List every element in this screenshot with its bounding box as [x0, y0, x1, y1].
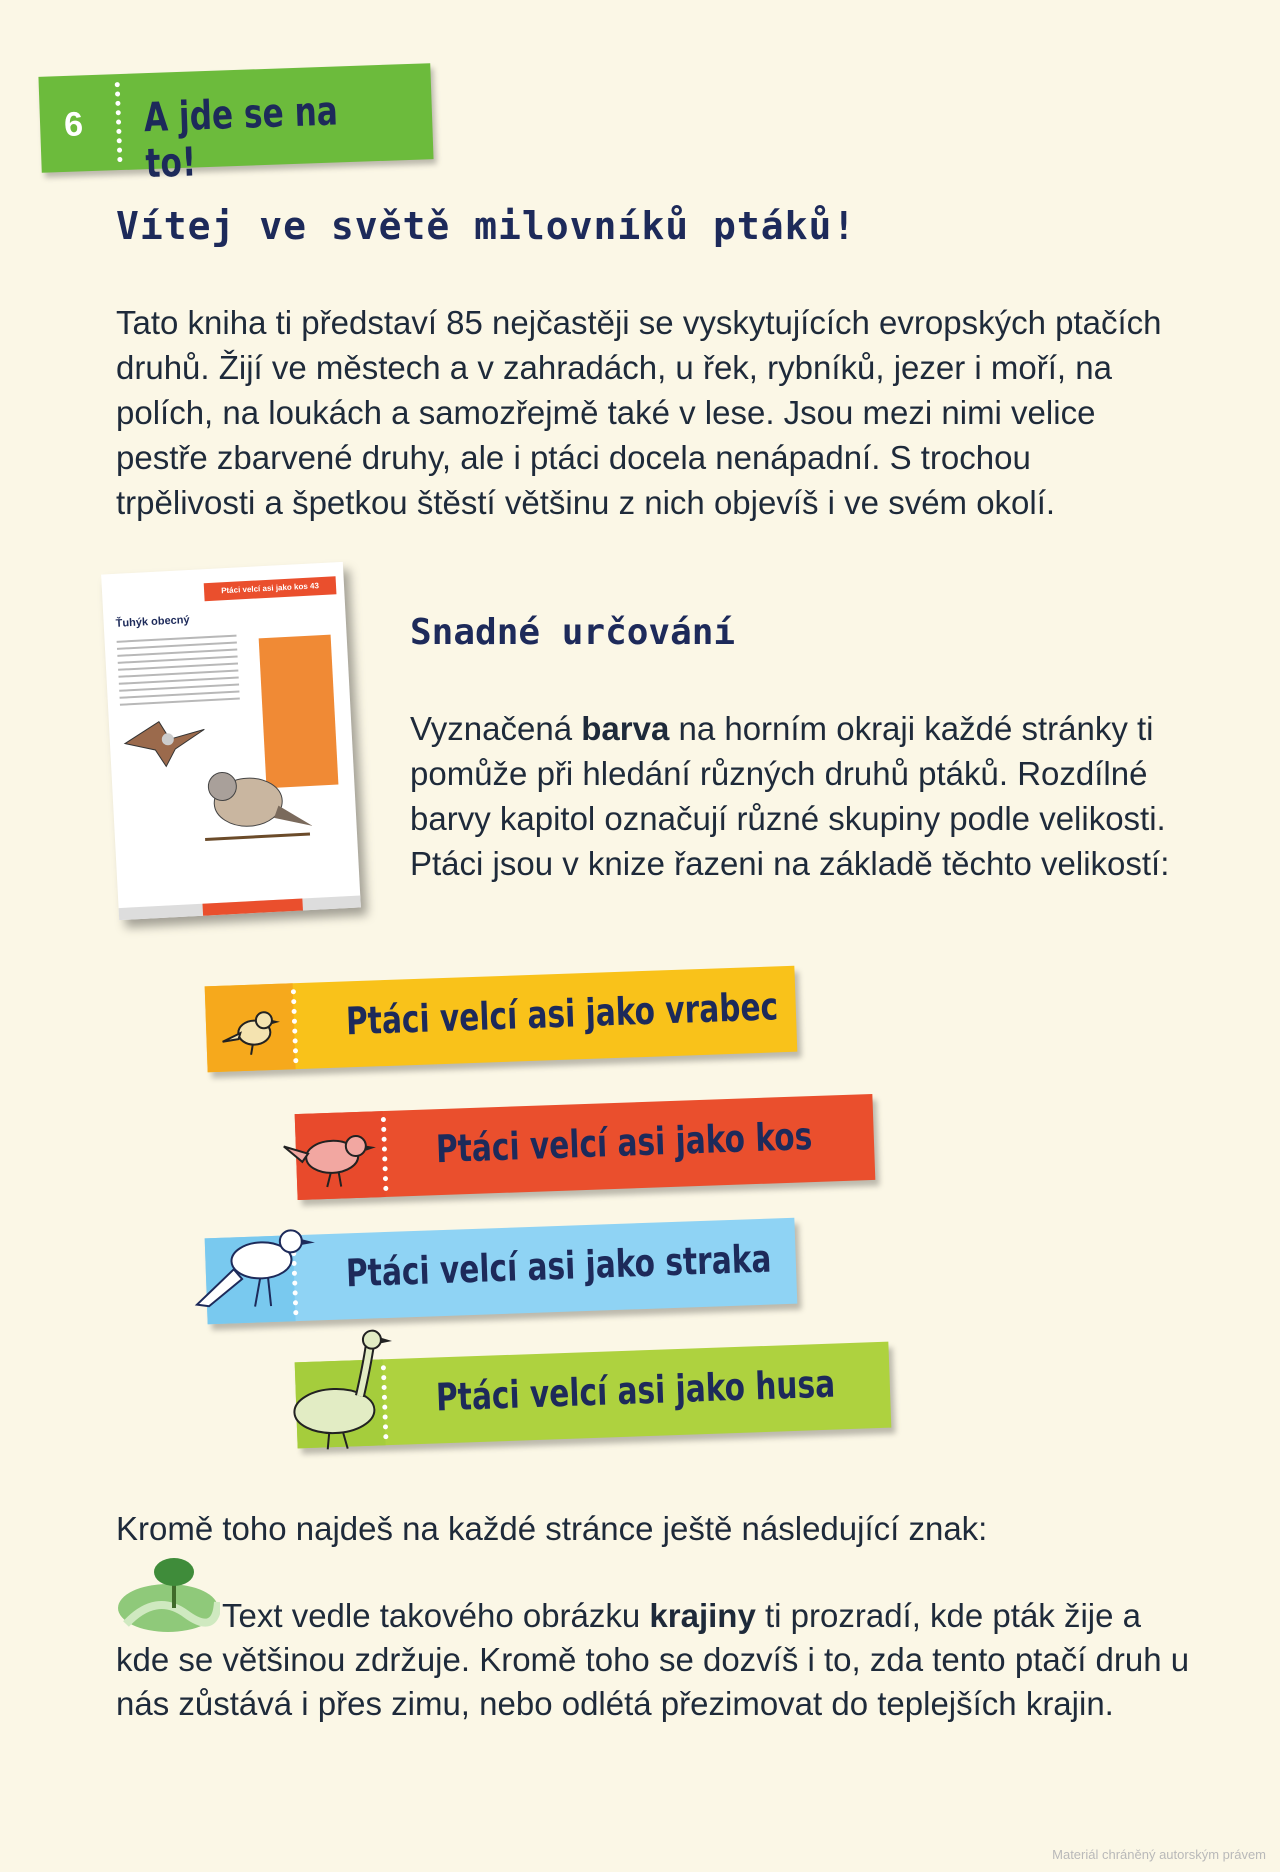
- intro-paragraph: Tato kniha ti představí 85 nejčastěji se vyskytujících evropských ptačích druhů. Žijí ve městech a v zahradách, u řek, rybníků, jezer i moří, na polích, na loukách a samozřejmě také v lese. Jsou mezi nimi velice pestře zbarvené druhy, ale i ptáci docela nenápadní. S trochou trpělivosti a špetkou štěstí většinu z nich objevíš i ve svém okolí.: [116, 304, 1162, 521]
- size-band-label: Ptáci velcí asi jako husa: [435, 1361, 836, 1420]
- size-band-blackbird: [295, 1094, 876, 1200]
- color-paragraph: [410, 706, 1190, 886]
- sample-page-thumbnail: [101, 562, 361, 920]
- blackbird-icon: [279, 1115, 382, 1196]
- chapter-header-tab: [38, 63, 433, 188]
- size-band-label: Ptáci velcí asi jako straka: [345, 1236, 773, 1296]
- sample-page-footer-highlight: [202, 898, 302, 915]
- sample-page-header-label: Ptáci velcí asi jako kos: [220, 581, 309, 596]
- color-paragraph-after: na horním okraji každé stránky ti pomůže při hledání různých druhů ptáků. Rozdílné barvy kapitol označují různé skupiny podle velikosti. Ptáci jsou v knize řazeni na základě těchto velikostí:: [410, 710, 1170, 882]
- shrike-perched-illustration: [191, 754, 316, 850]
- size-band-label: Ptáci velcí asi jako kos: [435, 1114, 813, 1172]
- closing-bold: krajiny: [649, 1597, 756, 1634]
- perforation-line: [115, 82, 123, 162]
- sample-page-header-bar: [204, 576, 337, 601]
- size-band-label: Ptáci velcí asi jako vrabec: [345, 984, 779, 1044]
- main-heading: Vítej ve světě milovníků ptáků!: [116, 204, 857, 248]
- closing-after: ti prozradí, kde pták žije a kde se většinou zdržuje. Kromě toho se dozvíš i to, zda tento ptačí druh u nás zůstává i přes zimu, nebo odlétá přezimovat do teplejších krajin.: [116, 1597, 1190, 1722]
- sample-page-text-lines: [116, 630, 240, 711]
- copyright-watermark: Materiál chráněný autorským právem: [1052, 1847, 1266, 1862]
- size-band-magpie: [205, 1218, 798, 1325]
- goose-icon: [274, 1325, 398, 1457]
- page-number: 6: [63, 105, 84, 144]
- color-paragraph-before: Vyznačená: [410, 710, 582, 747]
- size-band-sparrow: [205, 966, 798, 1073]
- closing-before: Text vedle takového obrázku: [222, 1597, 650, 1634]
- sample-page-species-title: Ťuhýk obecný: [115, 614, 190, 630]
- sub-heading: Snadné určování: [410, 612, 736, 653]
- closing-paragraph: [116, 1594, 1196, 1726]
- sample-page-number: 43: [309, 581, 320, 591]
- chapter-title: A jde se na to!: [143, 88, 339, 188]
- size-band-goose: [295, 1342, 892, 1449]
- closing-intro: Kromě toho najdeš na každé stránce ještě následující znak:: [116, 1510, 988, 1547]
- color-paragraph-bold: barva: [581, 710, 670, 747]
- sparrow-icon: [209, 987, 292, 1068]
- magpie-icon: [190, 1216, 323, 1316]
